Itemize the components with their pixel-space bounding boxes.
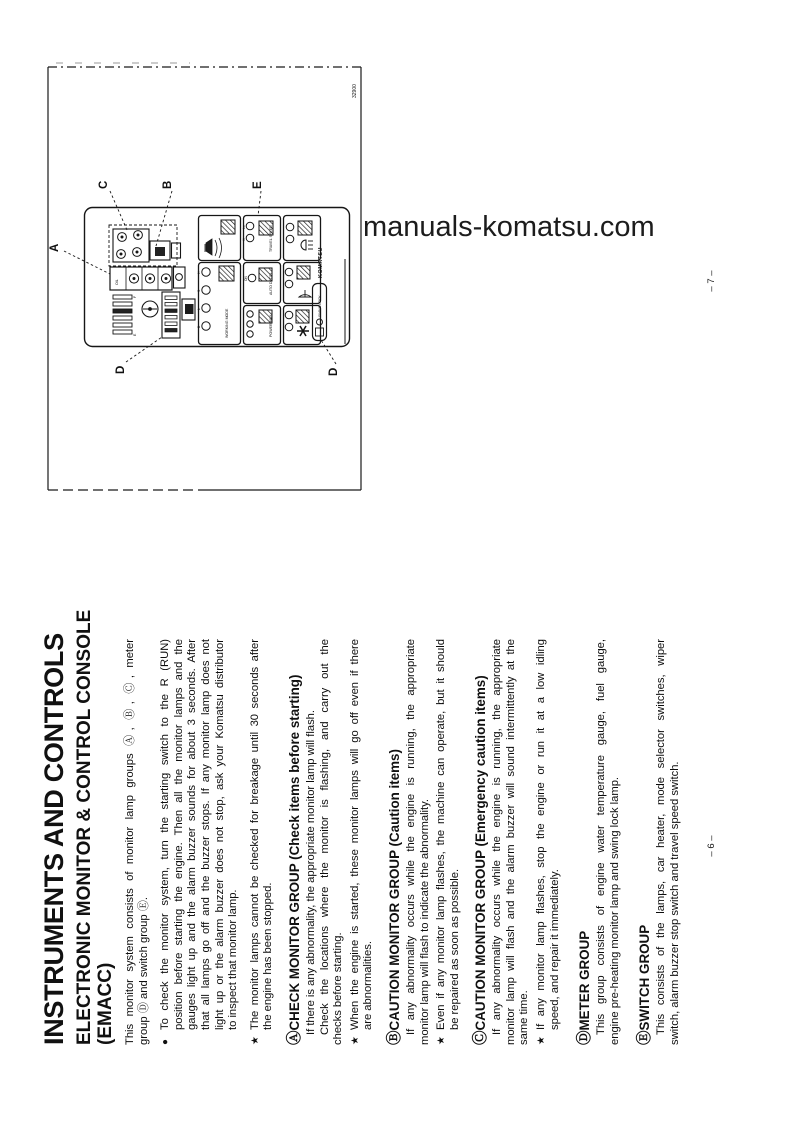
speaker-icon — [205, 239, 212, 255]
working-mode-label: WORKING MODE — [225, 308, 229, 338]
lamp-hi-label: Hi — [242, 237, 246, 241]
text-line: If any monitor lamp flashes, stop the engine or run it at a low idling — [535, 639, 548, 1030]
check-monitor-strip — [110, 267, 185, 290]
subtitle-line2: (EMACC) — [95, 962, 116, 1045]
check-monitor-oil-label: OIL — [115, 279, 119, 285]
car-heater-switch-cell — [285, 310, 309, 336]
wiper-switch-cell — [285, 266, 311, 297]
working-mode-switch-cell — [202, 266, 234, 330]
text-line: group Ⓓ and switch group Ⓔ. — [137, 897, 150, 1045]
circled-letter: Ⓓ — [577, 1030, 594, 1045]
section-heading: ⒶCHECK MONITOR GROUP (Check items before starting) — [286, 674, 303, 1045]
mode-h-label: H — [197, 271, 201, 274]
text-line: This group consists of engine water temperature gauge, fuel gauge, — [595, 639, 608, 1035]
text-line: to inspect that monitor lamp. — [227, 889, 240, 1030]
text-line: that all lamps go off and the buzzer stops. If any monitor lamp does not — [199, 639, 212, 1030]
swing-lock-label: SWING LOCK — [318, 295, 322, 317]
text-line: engine pre-heating monitor lamp and swing lock lamp. — [608, 776, 621, 1045]
text-line: If there is any abnormality, the appropriate monitor lamp will flash. — [304, 710, 317, 1035]
buzzer-cancel-switch-cell — [205, 220, 235, 258]
subtitle-line1: ELECTRONIC MONITOR & CONTROL CONSOLE — [74, 609, 95, 1045]
meter-group — [113, 292, 195, 338]
text-line: position before starting the engine. Then all the monitor lamps and the — [172, 639, 185, 1030]
komatsu-brand-text: KOMATSU — [318, 246, 324, 278]
text-line: If any abnormality occurs while the engine is running, the appropriate — [491, 639, 504, 1035]
lamp-on-label: ON — [244, 276, 248, 281]
text-line: switch, alarm buzzer stop switch and travel speed switch. — [669, 761, 682, 1045]
text-line: light up or the alarm buzzer does not stop, ask your Komatsu distributor — [213, 639, 226, 1030]
fuel-gauge-e-label: E — [133, 333, 137, 336]
callout-c-label: C — [98, 180, 110, 189]
text-line: When the engine is started, these monitor lamps will go off even if there — [348, 639, 361, 1030]
callout-d2-label: D — [328, 367, 340, 376]
text-line: Check the locations where the monitor is flashing, and carry out the — [318, 639, 331, 1035]
bullet-icon: ● — [160, 1038, 172, 1045]
headlight-icon — [301, 240, 306, 250]
page6-number: – 6 – — [706, 835, 717, 857]
text-line: be repaired as soon as possible. — [448, 868, 461, 1030]
section-heading: ⒺSWITCH GROUP — [637, 924, 654, 1045]
section-heading: ⒹMETER GROUP — [577, 930, 594, 1045]
circled-letter: Ⓒ — [473, 1030, 490, 1045]
section-heading: ⒸCAUTION MONITOR GROUP (Emergency caution items) — [473, 675, 490, 1045]
text-line: same time. — [518, 990, 531, 1045]
text-line: checks before starting. — [332, 932, 345, 1045]
text-line: monitor lamp will flash to indicate the abnormality. — [418, 798, 431, 1045]
watermark-text: manuals-komatsu.com — [363, 211, 655, 243]
text-line: the engine has been stopped. — [262, 882, 275, 1030]
auto-decel-label: AUTO DECEL. — [269, 271, 273, 295]
page7-number: – 7 – — [706, 270, 717, 292]
snowflake-icon — [297, 326, 309, 336]
figure-page-border — [48, 63, 361, 490]
circled-letter: Ⓐ — [286, 1030, 303, 1045]
page-title: INSTRUMENTS AND CONTROLS — [39, 633, 69, 1045]
mode-s-label: S — [197, 289, 201, 292]
callout-b-label: B — [162, 180, 174, 189]
lamp-lo-label: Lo — [242, 225, 246, 229]
star-icon: ★ — [349, 1036, 361, 1045]
star-icon: ★ — [249, 1036, 261, 1045]
callout-d1-label: D — [115, 365, 127, 374]
text-line: This consists of the lamps, car heater, mode selector switches, wiper — [655, 639, 668, 1035]
star-icon: ★ — [436, 1036, 448, 1045]
fuel-gauge-f-label: F — [133, 295, 137, 298]
mode-l-label: L — [197, 308, 201, 310]
section-heading: ⒷCAUTION MONITOR GROUP (Caution items) — [386, 749, 403, 1045]
text-line: speed, and repair it immediately. — [548, 869, 561, 1030]
light-switch-cell — [286, 221, 313, 250]
text-line: Even if any monitor lamp flashes, the machine can operate, but it should — [435, 639, 448, 1030]
text-line: This monitor system consists of monitor lamp groups Ⓐ, Ⓑ, Ⓒ, meter — [124, 639, 136, 1045]
mode-b-label: B — [197, 325, 201, 328]
text-line: gauges light up and the alarm buzzer sounds for about 3 seconds. After — [186, 639, 199, 1030]
text-line: are abnormalities. — [362, 941, 375, 1030]
callout-a-label: A — [49, 243, 61, 252]
text-line: If any abnormality occurs while the engine is running, the appropriate — [404, 639, 417, 1035]
text-line: To check the monitor system, turn the starting switch to the R (RUN) — [159, 639, 172, 1030]
circled-letter: Ⓔ — [637, 1030, 654, 1045]
callout-e-label: E — [252, 181, 264, 189]
travel-speed-label: TRAVEL SPEED — [269, 225, 273, 252]
power-max-label: POWER MAX. — [269, 313, 273, 337]
figure-corner-code: 32900 — [352, 84, 358, 98]
circled-letter: Ⓑ — [386, 1030, 403, 1045]
star-icon: ★ — [536, 1036, 548, 1045]
text-line: The monitor lamps cannot be checked for breakage until 30 seconds after — [248, 639, 261, 1030]
lamp-group-c-b-cluster — [109, 225, 181, 266]
text-line: monitor lamp will flash and the alarm buzzer will sound intermittently at the — [504, 639, 517, 1045]
figure-callouts — [64, 191, 336, 364]
